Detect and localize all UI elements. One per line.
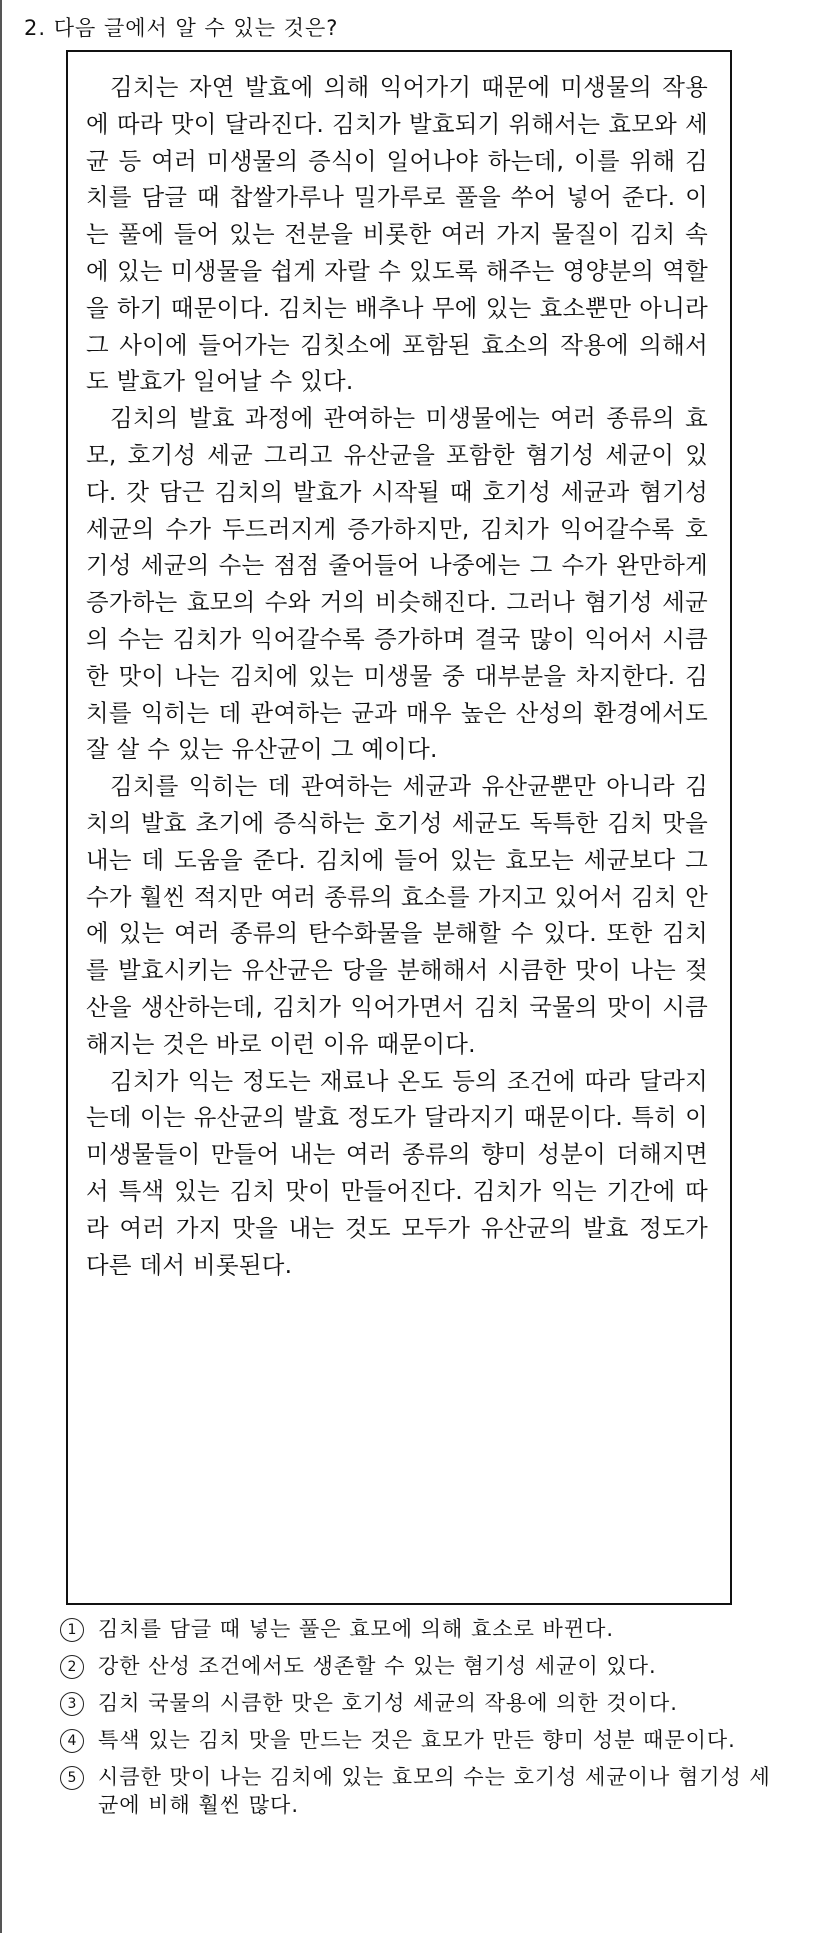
choice-number-circle: 5 <box>60 1766 84 1790</box>
choice-number-circle: 4 <box>60 1729 84 1753</box>
left-margin-rule <box>0 0 2 1933</box>
answer-choice-4[interactable] <box>60 1726 780 1754</box>
passage-paragraph-3: 김치를 익히는 데 관여하는 세균과 유산균뿐만 아니라 김치의 발효 초기에 증식하는 호기성 세균도 독특한 김치 맛을 내는 데 도움을 준다. 김치에 들어 있는 효모는 세균보다 그 수가 훨씬 적지만 여러 종류의 효소를 가지고 있어서 김치 안에 있는 여러 종류의 탄수화물을 분해할 수 있다. 또한 김치를 발효시키는 유산균은 당을 분해해서 시큼한 맛이 나는 젖산을 생산하는데, 김치가 익어가면서 김치 국물의 맛이 시큼해지는 것은 바로 이런 이유 때문이다. <box>86 772 708 1058</box>
choice-text: 시큼한 맛이 나는 김치에 있는 효모의 수는 호기성 세균이나 혐기성 세균에 비해 훨씬 많다. <box>98 1765 771 1817</box>
answer-choice-2[interactable] <box>60 1652 780 1680</box>
choice-number-circle: 3 <box>60 1692 84 1716</box>
choice-text: 김치를 담글 때 넣는 풀은 효모에 의해 효소로 바뀐다. <box>98 1617 615 1641</box>
choice-text: 특색 있는 김치 맛을 만드는 것은 효모가 만든 향미 성분 때문이다. <box>98 1728 736 1752</box>
answer-choice-3[interactable] <box>60 1689 780 1717</box>
passage-paragraph-2: 김치의 발효 과정에 관여하는 미생물에는 여러 종류의 효모, 호기성 세균 그리고 유산균을 포함한 혐기성 세균이 있다. 갓 담근 김치의 발효가 시작될 때 호기성 세균과 혐기성 세균의 수가 두드러지게 증가하지만, 김치가 익어갈수록 호기성 세균의 수는 점점 줄어들어 나중에는 그 수가 완만하게 증가하는 효모의 수와 거의 비슷해진다. 그러나 혐기성 세균의 수는 김치가 익어갈수록 증가하며 결국 많이 익어서 시큼한 맛이 나는 김치에 있는 미생물 중 대부분을 차지한다. 김치를 익히는 데 관여하는 균과 매우 높은 산성의 환경에서도 잘 살 수 있는 유산균이 그 예이다. <box>86 404 708 764</box>
passage-box <box>66 50 732 1605</box>
answer-choice-5[interactable] <box>60 1763 780 1819</box>
question-title: 2. 다음 글에서 알 수 있는 것은? <box>24 16 339 40</box>
choice-text: 김치 국물의 시큼한 맛은 호기성 세균의 작용에 의한 것이다. <box>98 1691 678 1715</box>
passage-paragraph-1: 김치는 자연 발효에 의해 익어가기 때문에 미생물의 작용에 따라 맛이 달라진다. 김치가 발효되기 위해서는 효모와 세균 등 여러 미생물의 증식이 일어나야 하는데, 이를 위해 김치를 담글 때 찹쌀가루나 밀가루로 풀을 쑤어 넣어 준다. 이는 풀에 들어 있는 전분을 비롯한 여러 가지 물질이 김치 속에 있는 미생물을 쉽게 자랄 수 있도록 해주는 영양분의 역할을 하기 때문이다. 김치는 배추나 무에 있는 효소뿐만 아니라 그 사이에 들어가는 김칫소에 포함된 효소의 작용에 의해서도 발효가 일어날 수 있다. <box>86 73 708 396</box>
answer-choices <box>60 1615 780 1828</box>
choice-number-circle: 1 <box>60 1618 84 1642</box>
passage-paragraph-4: 김치가 익는 정도는 재료나 온도 등의 조건에 따라 달라지는데 이는 유산균의 발효 정도가 달라지기 때문이다. 특히 이 미생물들이 만들어 내는 여러 종류의 향미 성분이 더해지면서 특색 있는 김치 맛이 만들어진다. 김치가 익는 기간에 따라 여러 가지 맛을 내는 것도 모두가 유산균의 발효 정도가 다른 데서 비롯된다. <box>86 1066 708 1279</box>
choice-text: 강한 산성 조건에서도 생존할 수 있는 혐기성 세균이 있다. <box>98 1654 657 1678</box>
answer-choice-1[interactable] <box>60 1615 780 1643</box>
choice-number-circle: 2 <box>60 1655 84 1679</box>
